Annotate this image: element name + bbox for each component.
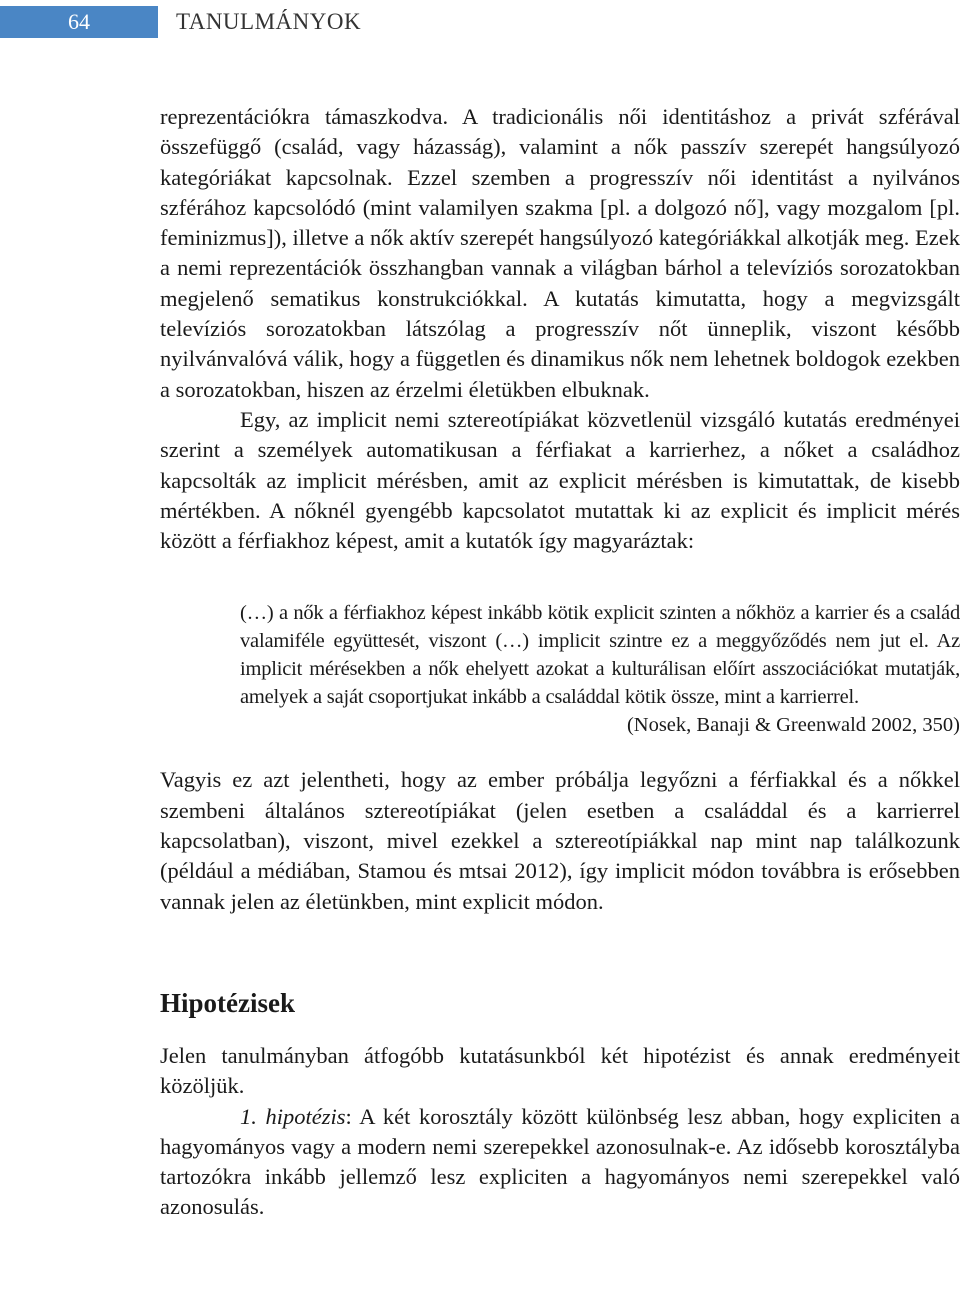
hypothesis-number: 1.: [240, 1103, 257, 1129]
quote-text: (…) a nők a férfiakhoz képest inkább kötik explicit szinten a nőkhöz a karrier és a család valamiféle együttesét, viszont (…) implicit szintre ez a meggyőződés nem jut el. Az implicit mérésekben a nők ehelyett azokat a kulturálisan előírt asszociációkat mutatják, amelyek a saját csoportjukat inkább a családdal kötik össze, mint a karrierrel.: [240, 602, 960, 708]
hypothesis-text: : A két korosztály között különbség lesz abban, hogy expliciten a hagyományos vagy a modern nemi szerepekkel azonosulnak-e. Az idősebb korosztályba tartozókra inkább jellemző lesz expliciten a hagyományos nemi szerepekkel való azonosulás.: [160, 1103, 960, 1220]
hypothesis-1: [160, 1102, 960, 1223]
running-title: TANULMÁNYOK: [176, 9, 362, 34]
section-intro: Jelen tanulmányban átfogóbb kutatásunkból két hipotézist és annak eredményeit közöljük.: [160, 1042, 960, 1099]
block-quote: [160, 600, 960, 739]
hypothesis-label: hipotézis: [265, 1103, 346, 1129]
quote-citation: (Nosek, Banaji & Greenwald 2002, 350): [626, 713, 960, 736]
paragraph-2: Egy, az implicit nemi sztereotípiákat közvetlenül vizsgáló kutatás eredményei szerint a személyek automatikusan a férfiakat a karrierhez, a nőket a családhoz kapcsolták az implicit mérésben, amit az explicit mérésben is kimutattak, de kisebb mértékben. A nőknél gyengébb kapcsolatot mutattak ki az explicit és implicit mérés között a férfiakhoz képest, amit a kutatók így magyaráztak:: [160, 406, 960, 554]
page-number: 64: [0, 6, 158, 38]
article-body: [160, 102, 960, 1223]
paragraph-3: Vagyis ez azt jelentheti, hogy az ember próbálja legyőzni a férfiakkal és a nőkkel szembeni általános sztereotípiákat (jelen esetben a családdal és a karrierrel kapcsolatban), viszont, mivel ezekkel a sztereotípiákkal nap mint nap találkozunk (például a médiában, Stamou és mtsai 2012), így implicit módon továbbra is erősebben vannak jelen az életünkben, mint explicit módon.: [160, 767, 960, 914]
section-heading: Hipotézisek: [160, 987, 295, 1018]
paragraph-1: reprezentációkra támaszkodva. A tradicionális női identitáshoz a privát szférával összefüggő (család, vagy házasság), valamint a nők passzív szerepét hangsúlyozó kategóriákat kapcsolnak. Ezzel szemben a progresszív női identitást a nyilvános szférához kapcsolódó (mint valamilyen szakma [pl. a dolgozó nő], vagy mozgalom [pl. feminizmus]), illetve a nők aktív szerepét hangsúlyozó kategóriákkal alkotják meg. Ezek a nemi reprezentációk összhangban vannak a világban bárhol a televíziós sorozatokban megjelenő sematikus konstrukciókkal. A kutatás kimutatta, hogy a megvizsgált televíziós sorozatokban látszólag a progresszív nőt ünneplik, viszont később nyilvánvalóvá válik, hogy a független és dinamikus nők nem lehetnek boldogok ezekben a sorozatokban, hiszen az érzelmi életükben elbuknak.: [160, 104, 960, 402]
